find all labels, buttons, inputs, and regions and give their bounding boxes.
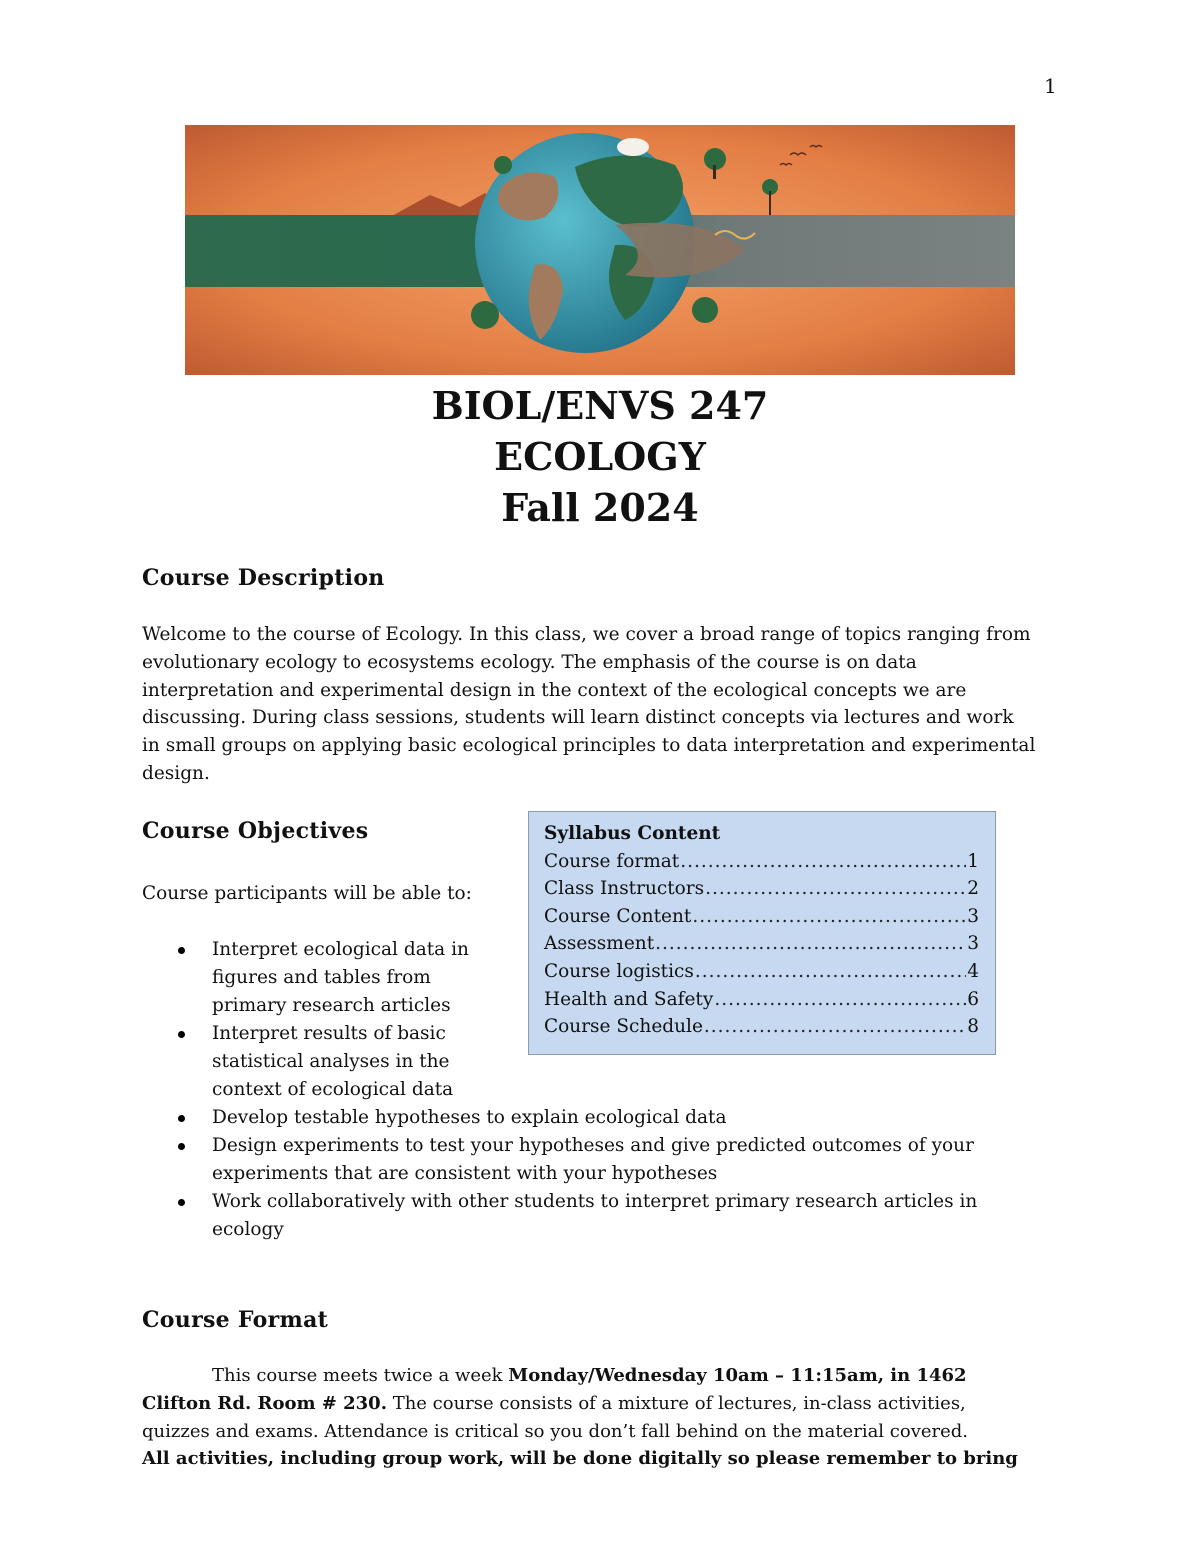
syllabus-content-box (528, 811, 996, 1055)
format-paragraph: This course meets twice a week Monday/Wednesday 10am – 11:15am, in 1462 Clifton Rd. Room # 230. The course consists of a mixture of lectures, in-class activities, quizzes and exams. Attendance is critical so you don’t fall behind on the material covered. All activities, including group work, will be done digitally so please remember to bring (142, 1365, 1018, 1470)
page-number: 1 (1044, 74, 1057, 98)
list-item: Interpret ecological data in figures and tables from primary research articles (142, 936, 1072, 1020)
description-text: Welcome to the course of Ecology. In this class, we cover a broad range of topics ranging from evolutionary ecology to ecosystems ecology. The emphasis of the course is on data interpretation and experimental design in the context of the ecological concepts we are discussing. During class sessions, students will learn distinct concepts via lectures and work in small groups on applying basic ecological principles to data interpretation and experimental design. (142, 624, 1036, 784)
course-term: Fall 2024 (501, 485, 699, 530)
toc-entry-course-logistics[interactable]: Course logistics ..... 4 (544, 958, 979, 986)
bullet-icon (178, 1031, 185, 1038)
list-item: Interpret results of basic statistical analyses in the context of ecological data (142, 1020, 1072, 1104)
toc-entry-assessment[interactable]: Assessment ..... 3 (544, 930, 979, 958)
toc-entry-course-format[interactable]: Course format ..... 1 (544, 848, 979, 876)
toc-title: Syllabus Content (544, 823, 721, 844)
bullet-icon (178, 1115, 185, 1122)
toc-entry-course-schedule[interactable]: Course Schedule ..... 8 (544, 1013, 979, 1041)
format-heading: Course Format (142, 1307, 329, 1333)
bullet-icon (178, 1199, 185, 1206)
bullet-icon (178, 947, 185, 954)
toc-entry-health-and-safety[interactable]: Health and Safety ..... 6 (544, 986, 979, 1014)
list-item: Work collaboratively with other students to interpret primary research articles in ecology (142, 1188, 1072, 1244)
bullet-icon (178, 1143, 185, 1150)
course-code: BIOL/ENVS 247 (431, 383, 769, 428)
toc-entry-class-instructors[interactable]: Class Instructors ..... 2 (544, 875, 979, 903)
course-name: ECOLOGY (494, 434, 706, 479)
banner-illustration (185, 125, 1015, 375)
toc-entry-course-content[interactable]: Course Content ..... 3 (544, 903, 979, 931)
polar-bear (617, 138, 649, 156)
objectives-heading: Course Objectives (142, 818, 369, 844)
description-heading: Course Description (142, 565, 385, 591)
list-item: Design experiments to test your hypotheses and give predicted outcomes of your experiments that are consistent with your hypotheses (142, 1132, 1072, 1188)
list-item: Develop testable hypotheses to explain ecological data (142, 1104, 1072, 1132)
objectives-intro: Course participants will be able to: (142, 883, 472, 904)
course-title (0, 380, 1200, 533)
